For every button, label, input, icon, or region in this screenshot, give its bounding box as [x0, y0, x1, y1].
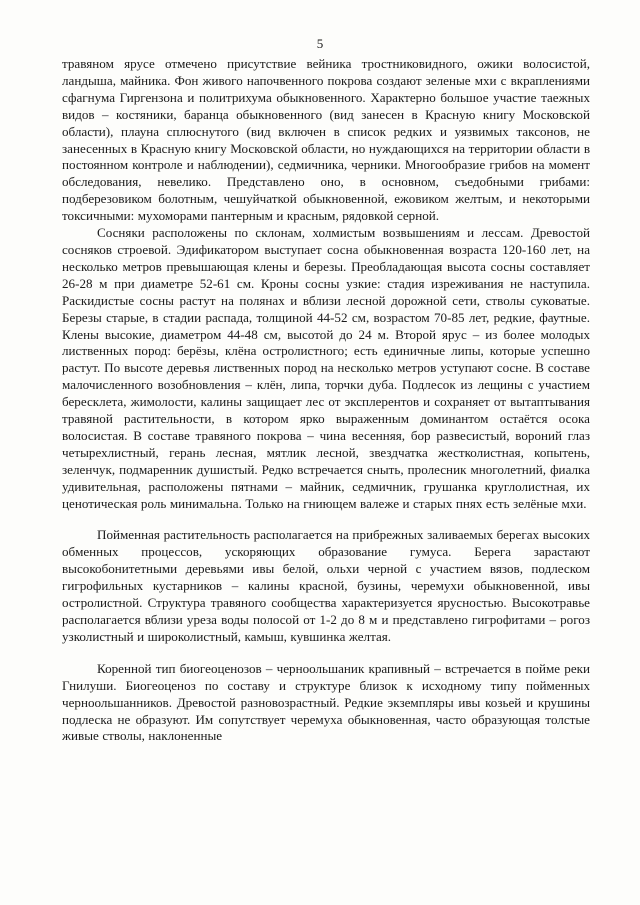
paragraph-pine-forests: Сосняки расположены по склонам, холмистым возвышениям и лессам. Древостой сосняков строевой. Эдификатором выступает сосна обыкновенная возраста 120-160 лет, на несколько метров превышающая клены и березы. Преобладающая высота сосны составляет 26-28 м при диаметре 52-61 см. Кроны сосны узкие: стадия изреживания не наступила. Раскидистые сосны растут на полянах и вблизи лесной дорожной сети, стволы суковатые. Березы старые, в стадии распада, толщиной 44-52 см, возрастом 70-85 лет, редкие, фаутные. Клены высокие, диаметром 44-48 см, высотой до 24 м. Второй ярус – из более молодых лиственных пород: берёзы, клёна остролистного; есть единичные липы, которые успешно растут. По высоте деревья лиственных пород на несколько метров уступают сосне. В составе малочисленного возобновления – клён, липа, торчки дуба. Подлесок из лещины с участием бересклета, жимолости, калины защищает лес от эксплерентов и сохраняет от вытаптывания травяной растительности, в котором ярко выраженным доминантом остаётся осока волосистая. В составе травяного покрова – чина весенняя, бор развесистый, вороний глаз четырехлистный, герань лесная, мятлик лесной, звездчатка жестколистная, копытень, зеленчук, подмаренник душистый. Редко встречается сныть, пролесник многолетний, фиалка удивительная, расположены пятнами – майник, седмичник, грушанка круглолистная, их ценотическая роль минимальна. Только на гниющем валеже и старых пнях есть зелёные мхи.: [62, 225, 590, 511]
paragraph-floodplain-vegetation: Пойменная растительность располагается на прибрежных заливаемых берегах высоких обменных процессов, ускоряющих образование гумуса. Берега зарастают высокобонитетными деревьями ивы белой, ольхи черной с участием вязов, подлеском гигрофильных кустарников – калины красной, бузины, черемухи обыкновенной, ивы остролистной. Структура травяного сообщества характеризуется ярусностью. Высокотравье располагается вблизи уреза воды полосой от 1-2 до 8 м и представлено гигрофитами – рогоз узколистный и широколистный, камыш, кувшинка желтая.: [62, 527, 590, 644]
paragraph-black-alder-forest: Коренной тип биогеоценозов – черноольшаник крапивный – встречается в пойме реки Гнилуши. Биогеоценоз по составу и структуре близок к исходному типу пойменных черноольшанников. Древостой разновозрастный. Редкие экземпляры ивы козьей и крушины подлеска не образуют. Им сопутствует черемуха обыкновенная, часто образующая толстые живые стволы, наклоненные: [62, 660, 590, 744]
page-number: 5: [316, 36, 324, 51]
paragraph-herb-layer: травяном ярусе отмечено присутствие вейника тростниковидного, ожики волосистой, ландыша, майника. Фон живого напочвенного покрова создают зеленые мхи с вкраплениями сфагнума Гиргензона и политрихума обыкновенного. Характерно большое участие таежных видов – костяники, баранца обыкновенного (вид занесен в Красную книгу Московской области), плауна сплюснутого (вид включен в список редких и уязвимых таксонов, не занесенных в Красную книгу Московской области, но нуждающихся на территории области в постоянном контроле и наблюдении), седмичника, черники. Многообразие грибов на момент обследования, невелико. Представлено оно, в основном, съедобными грибами: подберезовиком болотным, чешуйчаткой обыкновенной, ежовиком желтым, и некоторыми токсичными: мухоморами пантерным и красным, рядовкой серной.: [62, 56, 590, 224]
paragraph-gap: [62, 512, 590, 527]
paragraph-gap: [62, 646, 590, 661]
body-text: [62, 56, 590, 745]
